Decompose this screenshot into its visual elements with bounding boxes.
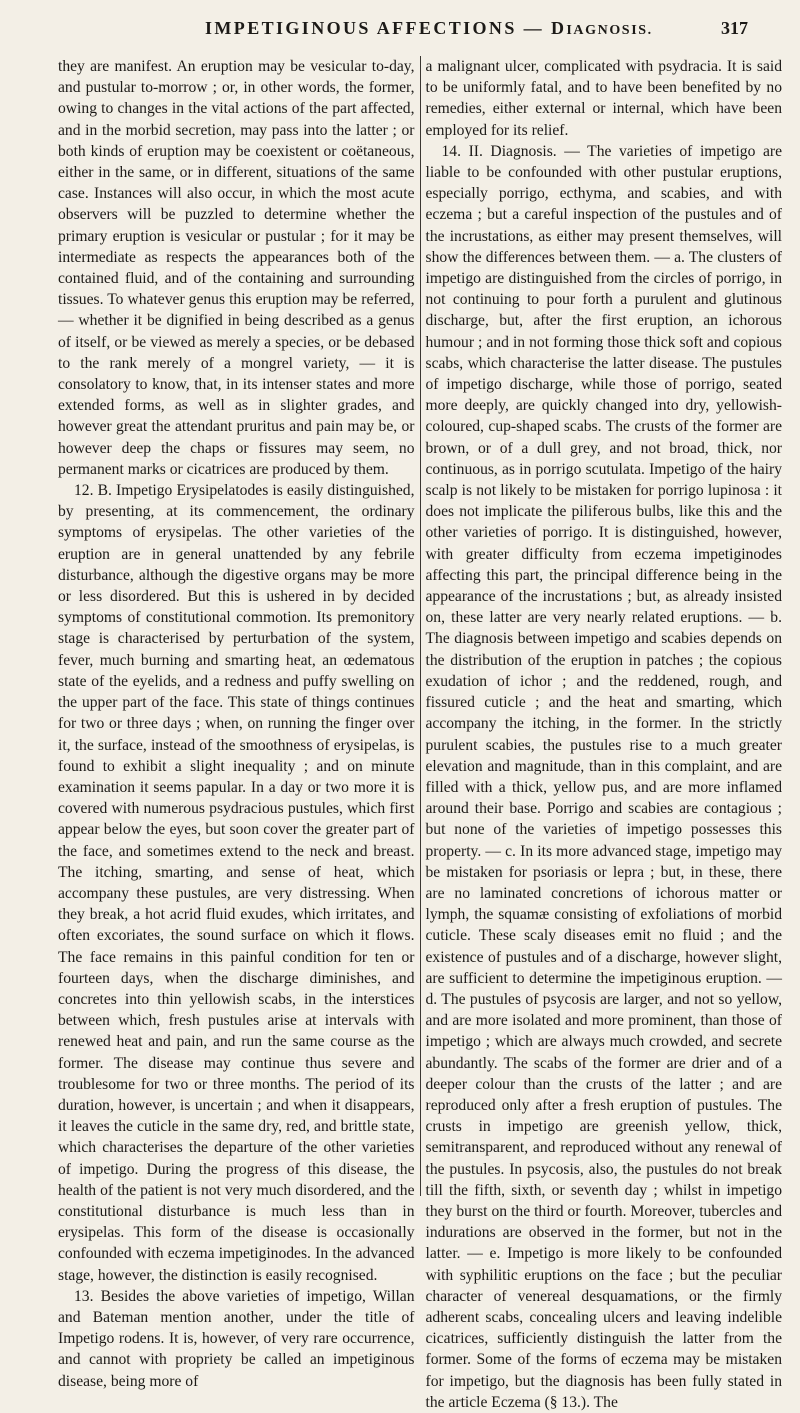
running-title-dash: — <box>516 18 551 38</box>
running-title <box>205 18 653 39</box>
paragraph-section-12: 12. B. Impetigo Erysipelatodes is easily distinguished, by presenting, at its commencement, the ordinary symptoms of erysipelas. The other varieties of the eruption are in general unattended by any febrile disturbance, although the digestive organs may be more or less disordered. But this is ushered in by decided symptoms of constitutional commotion. Its premonitory stage is characterised by perturbation of the system, fever, much burning and smarting heat, an œdematous state of the eyelids, and a redness and puffy swelling on the upper part of the face. This state of things continues for two or three days ; when, on running the finger over it, the surface, instead of the smoothness of erysipelas, is found to exhibit a slight inequality ; and on minute examination it seems papular. In a day or two more it is covered with numerous psydracious pustules, which first appear below the eyes, but soon cover the greater part of the face, and sometimes extend to the neck and breast. The itching, smarting, and sense of heat, which accompany these pustules, are very distressing. When they break, a hot acrid fluid exudes, which irritates, and often excoriates, the sound surface on which it flows. The face remains in this painful condition for ten or fourteen days, when the discharge diminishes, and concretes into thin yellowish scabs, in the interstices between which, fresh pustules arise at intervals with renewed heat and pain, and run the same course as the former. The disease may continue thus severe and troublesome for two or three months. The period of its duration, however, is uncertain ; and when it disappears, it leaves the cuticle in the same dry, red, and brittle state, which characterises the departure of the other varieties of impetigo. During the progress of this disease, the health of the patient is not very much disordered, and the constitutional disturbance is much less than in erysipelas. This form of the disease is occasionally confounded with eczema impetiginodes. In the advanced stage, however, the distinction is easily recognised. <box>58 482 415 1284</box>
running-title-sub-rest: IAGNOSIS. <box>566 23 653 38</box>
left-column <box>58 56 420 1390</box>
two-column-body <box>58 56 782 1411</box>
paragraph-section-14: 14. II. Diagnosis. — The varieties of impetigo are liable to be confounded with other pustular eruptions, especially porrigo, ecthyma, and scabies, and with eczema ; but a careful inspection of the pustules and of the incrustations, as either may present themselves, will show the differences between them. — a. The clusters of impetigo are distinguished from the circles of porrigo, in not continuing to pour forth a purulent and glutinous discharge, but, after the first eruption, an ichorous humour ; and in not forming those thick soft and copious scabs, which characterise the latter disease. The pustules of impetigo discharge, while those of porrigo, seated more deeply, are quickly changed into dry, yellowish-coloured, cup-shaped scabs. The crusts of the former are brown, or of a dull grey, and not broad, thick, nor continuous, as in porrigo scutulata. Impetigo of the hairy scalp is not likely to be mistaken for porrigo lupinosa : it does not implicate the piliferous bulbs, like this and the other varieties of porrigo. It is distinguished, however, with greater difficulty from eczema impetiginodes affecting this part, the principal difference being in the appearance of the incrustations ; but, as already insisted on, these latter are very nearly related eruptions. — b. The diagnosis between impetigo and scabies depends on the distribution of the eruption in patches ; the copious exudation of ichor ; and the reddened, rough, and fissured cuticle ; and the heat and smarting, which accompany the itching, in the former. In the strictly purulent scabies, the pustules rise to a much greater elevation and magnitude, than in this complaint, and are filled with a thick, yellow pus, and are more inflamed around their base. Porrigo and scabies are contagious ; but none of the varieties of impetigo possesses this property. — c. In its more advanced stage, impetigo may be mistaken for psoriasis or lepra ; but, in these, there are no laminated concretions of ichorous matter or lymph, the squamæ consisting of exfoliations of morbid cuticle. These scaly diseases emit no fluid ; and the existence of pustules and of a discharge, however slight, are sufficient to determine the impetiginous eruption. — d. The pustules of psycosis are larger, and not so yellow, and are more isolated and more prominent, than those of impetigo ; which are always much crowded, and secrete abundantly. The scabs of the former are drier and of a deeper colour than the crusts of the latter ; and are reproduced only after a fresh eruption of pustules. The crusts in impetigo are greenish yellow, thick, semitransparent, and reproduced without any renewal of the pustules. In psycosis, also, the pustules do not break till the fifth, sixth, or seventh day ; whilst in impetigo they burst on the third or fourth. Moreover, tubercles and indurations are observed in the former, but not in the latter. — e. Impetigo is more likely to be confounded with syphilitic eruptions on the face ; but the peculiar character of venereal desquamations, or the firmly adherent scabs, concealing ulcers and leaving indelible cicatrices, sufficiently distinguish the latter from the former. Some of the forms of eczema may be mistaken for impetigo, but the diagnosis has been fully stated in the article Eczema (§ 13.). The <box>425 142 782 1411</box>
running-title-main: IMPETIGINOUS AFFECTIONS <box>205 18 517 38</box>
running-title-sub-initial: D <box>550 18 567 38</box>
paragraph-continued: a malignant ulcer, complicated with psydracia. It is said to be uniformly fatal, and to have been benefited by no remedies, either external or internal, which have been employed for its relief. <box>425 58 782 139</box>
paragraph-continued: they are manifest. An eruption may be vesicular to-day, and pustular to-morrow ; or, in other words, the former, owing to changes in the vital actions of the part affected, and in the morbid secretion, may pass into the latter ; or both kinds of eruption may be coexistent or coëtaneous, either in the same, or in different, situations of the same case. Instances will also occur, in which the most acute observers will be puzzled to determine whether the primary eruption is vesicular or pustular ; for it may be intermediate as respects the appearances both of the contained fluid, and of the containing and surrounding tissues. To whatever genus this eruption may be referred, — whether it be dignified in being described as a genus of itself, or be viewed as merely a species, or be debased to the rank merely of a mongrel variety, — it is consolatory to know, that, in its intenser states and more extended forms, as well as in slighter grades, and however great the attendant pruritus and pain may be, or however deep the chaps or fissures may seem, no permanent marks or cicatrices are produced by them. <box>58 58 415 478</box>
running-head <box>0 18 800 44</box>
page-number: 317 <box>721 18 748 38</box>
right-column <box>420 56 783 1411</box>
paragraph-section-13: 13. Besides the above varieties of impetigo, Willan and Bateman mention another, under the title of Impetigo rodens. It is, however, of very rare occurrence, and cannot with propriety be called an impetiginous disease, being more of <box>58 1287 415 1390</box>
